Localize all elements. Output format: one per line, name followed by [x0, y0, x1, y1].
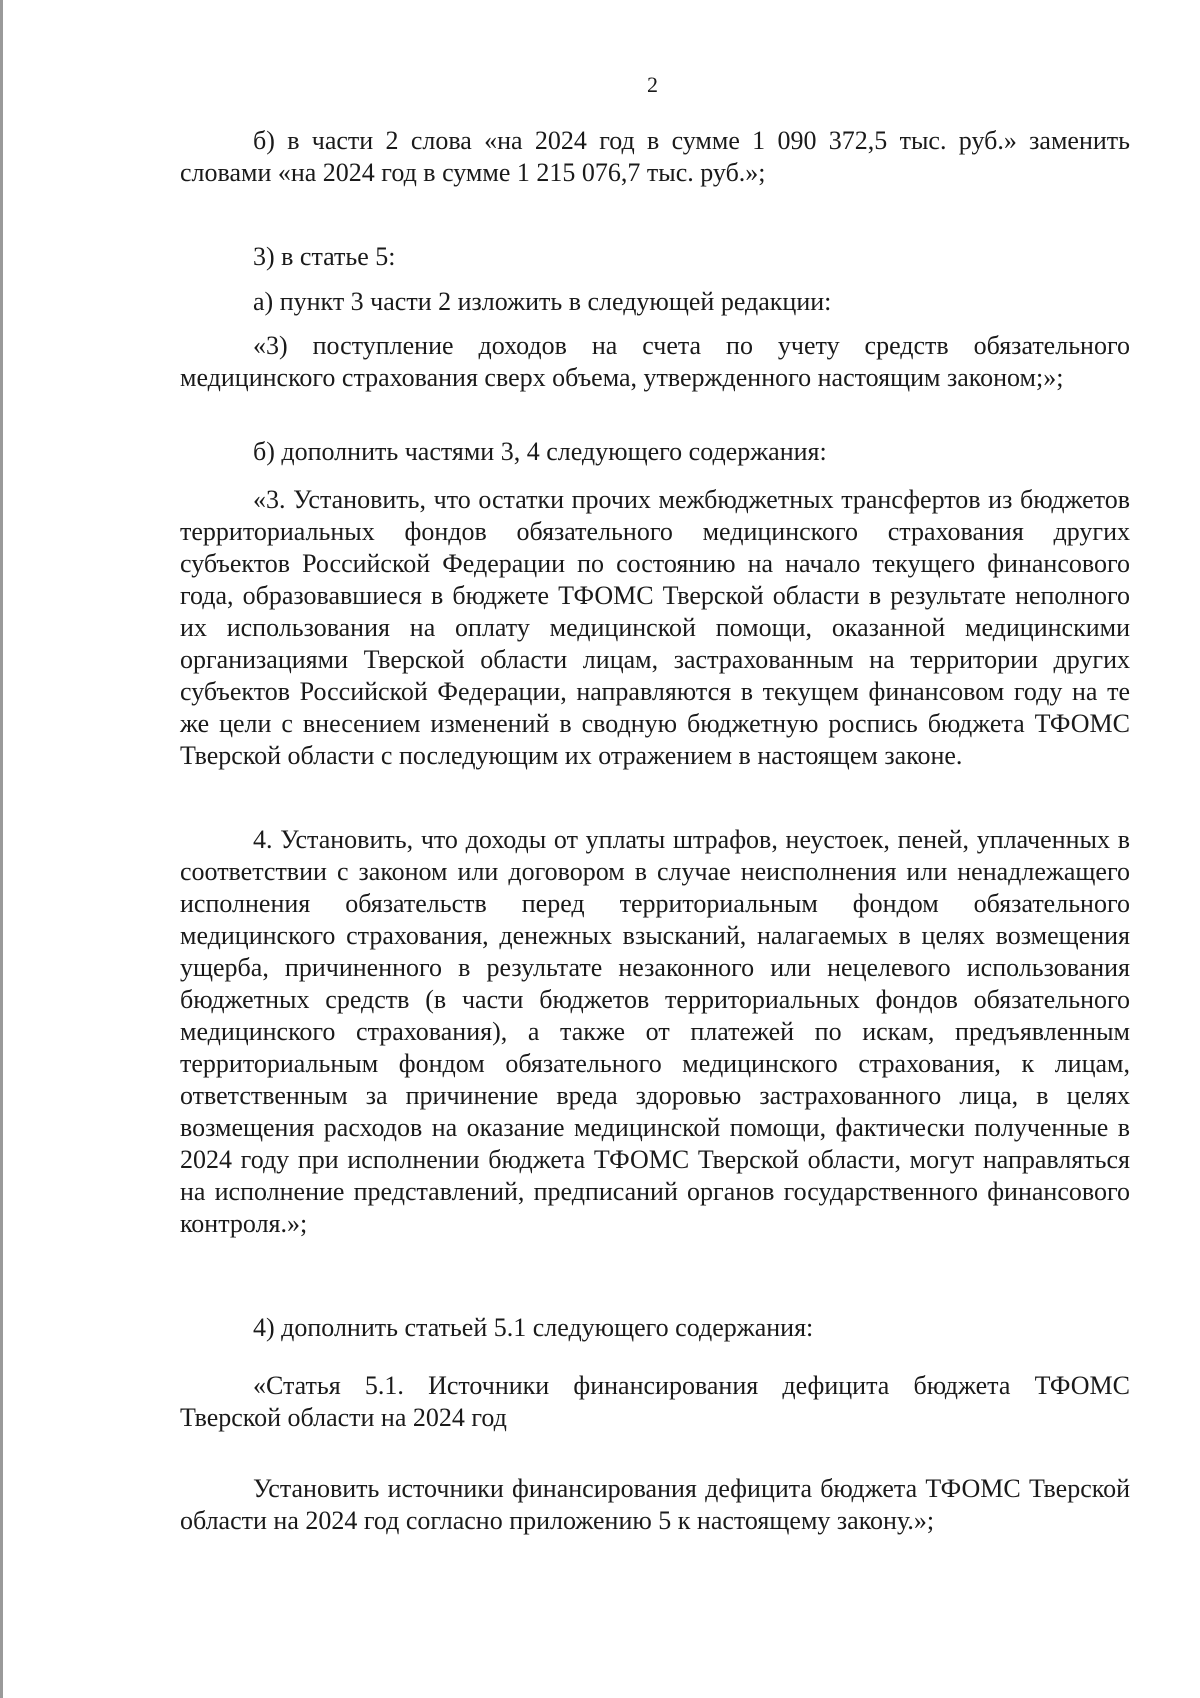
paragraph-add-parts-intro: б) дополнить частями 3, 4 следующего содержания: [253, 437, 827, 466]
scan-edge-line [0, 0, 3, 1698]
paragraph-part4-text: 4. Установить, что доходы от уплаты штрафов, неустоек, пеней, уплаченных в соответствии с законом или договором в случае неисполнения или ненадлежащего исполнения обязательств перед территориальным фондом обязательного медицинского страхования, денежных взысканий, налагаемых в целях возмещения ущерба, причиненного в результате незаконного или нецелевого использования бюджетных средств (в части бюджетов территориальных фондов обязательного медицинского страхования), а также от платежей по искам, предъявленным территориальным фондом обязательного медицинского страхования, к лицам, ответственным за причинение вреда здоровью застрахованного лица, в целях возмещения расходов на оказание медицинской помощи, фактически полученные в 2024 году при исполнении бюджета ТФОМС Тверской области, могут направляться на исполнение представлений, предписаний органов государственного финансового контроля.»; [180, 825, 1130, 1238]
paragraph-article5-heading: 3) в статье 5: [253, 242, 396, 271]
article51-text: Установить источники финансирования дефицита бюджета ТФОМС Тверской области на 2024 год согласно приложению 5 к настоящему закону.»; [180, 1474, 1130, 1535]
paragraph-part2-amendment: б) в части 2 слова «на 2024 год в сумме 1 090 372,5 тыс. руб.» заменить словами «на 2024 год в сумме 1 215 076,7 тыс. руб.»; [180, 126, 1130, 187]
paragraph-part3-text: «3. Установить, что остатки прочих межбюджетных трансфертов из бюджетов территориальных фондов обязательного медицинского страхования других субъектов Российской Федерации по состоянию на начало текущего финансового года, образовавшиеся в бюджете ТФОМС Тверской области в результате неполного их использования на оплату медицинской помощи, оказанной медицинскими организациями Тверской области лицам, застрахованным на территории других субъектов Российской Федерации, направляются в текущем финансовом году на те же цели с внесением изменений в сводную бюджетную роспись бюджета ТФОМС Тверской области с последующим их отражением в настоящем законе. [180, 485, 1130, 770]
paragraph-point3-intro: а) пункт 3 части 2 изложить в следующей редакции: [253, 287, 832, 316]
paragraph-add-article51: 4) дополнить статьей 5.1 следующего содержания: [253, 1313, 814, 1342]
article51-title: «Статья 5.1. Источники финансирования дефицита бюджета ТФОМС Тверской области на 2024 год [180, 1371, 1130, 1432]
paragraph-point3-text: «3) поступление доходов на счета по учету средств обязательного медицинского страхования сверх объема, утвержденного настоящим законом;»; [180, 331, 1130, 392]
page-number: 2 [647, 72, 658, 97]
